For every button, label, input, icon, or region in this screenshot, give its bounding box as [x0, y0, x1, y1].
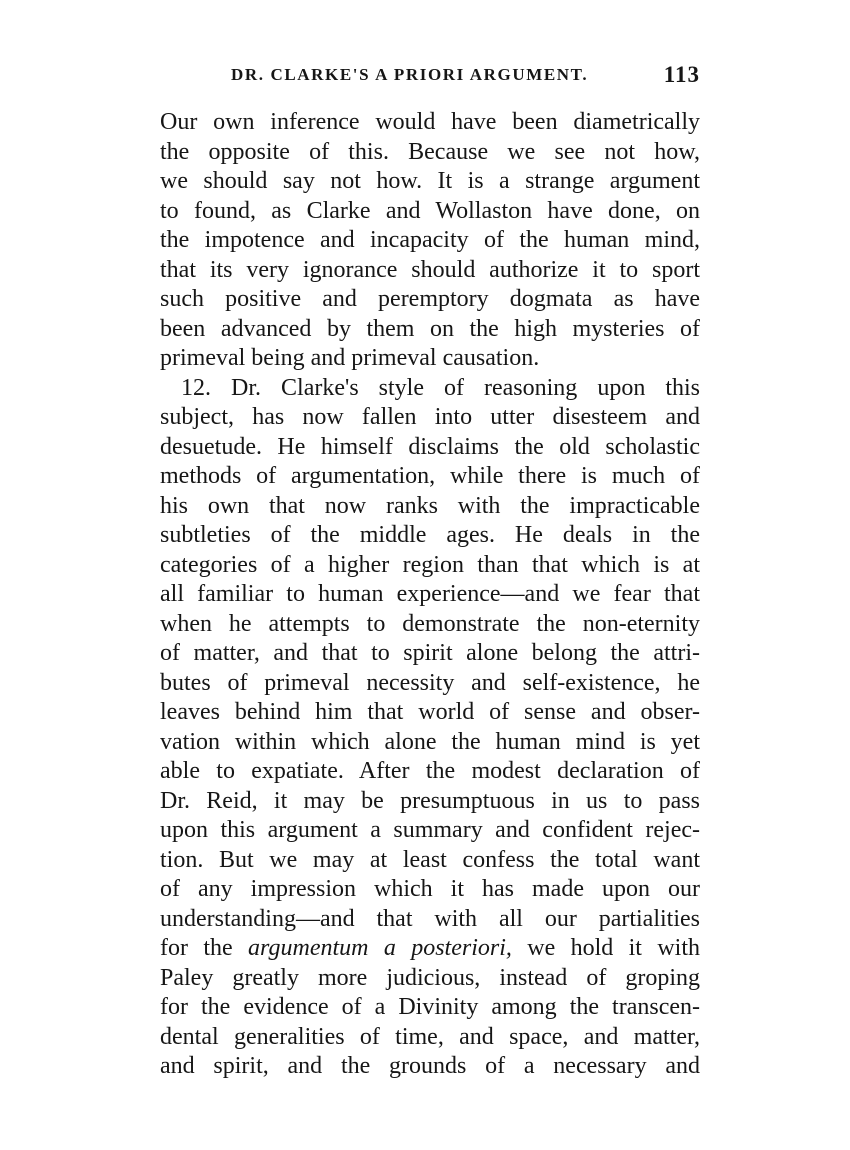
paragraph-start-line: 12. Dr. Clarke's style of reasoning upon this [181, 374, 700, 401]
text-line: we should say not how. It is a strange argument [160, 168, 700, 194]
text-line: the impotence and incapacity of the human mind, [160, 227, 700, 253]
text-run: for the [160, 935, 249, 961]
text-line: vation within which alone the human mind is yet [160, 728, 700, 755]
text-line: when he attempts to demonstrate the non-eternity [160, 610, 700, 637]
text-line: dental generalities of time, and space, and matter, [160, 1023, 700, 1050]
text-line: of any impression which it has made upon our [160, 876, 700, 902]
text-line: able to expatiate. After the modest declaration of [160, 758, 700, 784]
italic-latin-phrase: argumentum a posteriori, [248, 935, 512, 961]
text-line: that its very ignorance should authorize it to sport [160, 256, 700, 283]
text-run: we hold it with [511, 935, 701, 961]
text-line: Paley greatly more judicious, instead of groping [160, 964, 700, 991]
running-head [160, 60, 700, 90]
text-line: desuetude. He himself disclaims the old scholastic [160, 433, 700, 460]
text-line: understanding—and that with all our partialities [160, 905, 700, 932]
text-line: such positive and peremptory dogmata as have [160, 286, 700, 312]
text-line: subtleties of the middle ages. He deals in the [160, 522, 700, 548]
text-line: the opposite of this. Because we see not how, [160, 138, 700, 165]
text-line: and spirit, and the grounds of a necessary and [160, 1053, 700, 1079]
text-line: butes of primeval necessity and self-existence, he [160, 669, 700, 696]
text-line: leaves behind him that world of sense and obser- [160, 699, 700, 725]
text-line: for the evidence of a Divinity among the transcen- [160, 994, 700, 1020]
text-line-with-italic [160, 934, 700, 964]
text-line: Dr. Reid, it may be presumptuous in us to pass [160, 787, 700, 814]
text-line: his own that now ranks with the impracticable [160, 492, 700, 519]
text-line: methods of argumentation, while there is much of [160, 463, 700, 489]
text-line: to found, as Clarke and Wollaston have done, on [160, 197, 700, 224]
page-number: 113 [663, 62, 700, 87]
running-head-title: DR. CLARKE'S A PRIORI ARGUMENT. [231, 65, 589, 84]
text-line: of matter, and that to spirit alone belong the attri- [160, 640, 700, 666]
text-line: primeval being and primeval causation. [160, 345, 540, 371]
text-line: upon this argument a summary and confident rejec- [160, 817, 700, 843]
text-line: been advanced by them on the high mysteries of [160, 315, 700, 342]
text-line: categories of a higher region than that which is at [160, 551, 700, 578]
body-text [160, 108, 700, 1082]
text-line: Our own inference would have been diametrically [160, 109, 700, 135]
text-line: all familiar to human experience—and we fear that [160, 581, 700, 607]
text-line: subject, has now fallen into utter disesteem and [160, 404, 700, 430]
text-line: tion. But we may at least confess the total want [160, 846, 700, 873]
